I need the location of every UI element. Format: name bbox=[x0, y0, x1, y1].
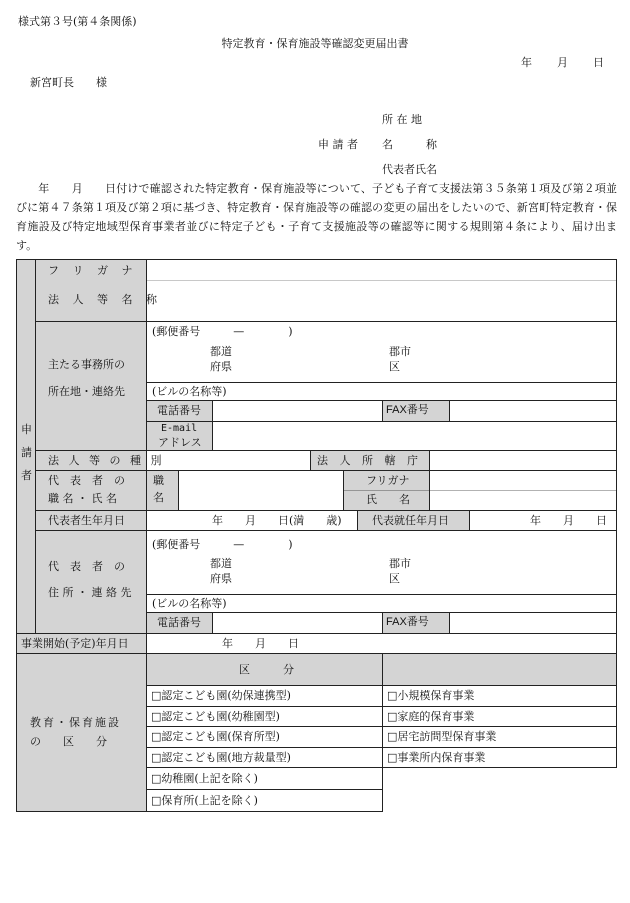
corp-office-label: 法 人 所 轄 庁 bbox=[317, 454, 422, 467]
page-title: 特定教育・保育施設等確認変更届出書 bbox=[221, 37, 409, 50]
rep-appointed-label: 代表就任年月日 bbox=[372, 514, 449, 527]
rep-city-label-2: 区 bbox=[389, 572, 400, 585]
start-date-label: 事業開始(予定)年月日 bbox=[21, 637, 129, 650]
option-home-based[interactable]: □家庭的保育事業 bbox=[387, 710, 475, 723]
option-yochien[interactable]: □幼稚園(上記を除く) bbox=[151, 772, 258, 785]
job-title-label-1: 職 bbox=[153, 474, 164, 487]
rep-label-line1: 代 表 者 の bbox=[48, 474, 125, 487]
form-number: 様式第３号(第４条関係) bbox=[18, 15, 137, 28]
kubun-header: 区 分 bbox=[239, 663, 294, 676]
city-label-2: 区 bbox=[389, 360, 400, 373]
email-label-2: アドレス bbox=[158, 436, 202, 449]
date-month: 月 bbox=[557, 56, 568, 69]
furigana-small-label: フリガナ bbox=[366, 474, 410, 487]
rep-appointed-value[interactable]: 年 月 日 bbox=[530, 514, 607, 527]
applicant-name-label: 名 称 bbox=[382, 138, 437, 151]
rep-address-label-1: 代 表 者 の bbox=[48, 560, 125, 573]
addressee: 新宮町長 様 bbox=[30, 76, 107, 89]
facility-type-label-2: の 区 分 bbox=[30, 735, 107, 748]
facility-type-label-1: 教育・保育施設 bbox=[30, 716, 121, 729]
option-home-visit[interactable]: □居宅訪問型保育事業 bbox=[387, 730, 497, 743]
city-label-1: 郡市 bbox=[389, 345, 411, 358]
option-kodomoen-chiho[interactable]: □認定こども園(地方裁量型) bbox=[151, 751, 291, 764]
date-day: 日 bbox=[593, 56, 604, 69]
option-kodomoen-yochien[interactable]: □認定こども園(幼稚園型) bbox=[151, 710, 280, 723]
rep-address-label-2: 住 所 ・ 連 絡 先 bbox=[48, 586, 132, 599]
applicant-side-label: 申 請 者 bbox=[21, 423, 32, 482]
postal-code-field[interactable]: (郵便番号 — ) bbox=[152, 325, 293, 338]
rep-city-label-1: 郡市 bbox=[389, 557, 411, 570]
rep-fax-label: FAX番号 bbox=[386, 616, 429, 628]
option-workplace[interactable]: □事業所内保育事業 bbox=[387, 751, 486, 764]
rep-birth-label: 代表者生年月日 bbox=[48, 514, 125, 527]
fax-label: FAX番号 bbox=[386, 404, 429, 416]
date-year: 年 bbox=[521, 56, 532, 69]
rep-phone-label: 電話番号 bbox=[157, 616, 201, 629]
applicant-address-label: 所 在 地 bbox=[382, 113, 422, 126]
kubun-header-bg bbox=[146, 653, 616, 685]
phone-label: 電話番号 bbox=[157, 404, 201, 417]
option-small-scale[interactable]: □小規模保育事業 bbox=[387, 689, 475, 702]
body-paragraph: 年 月 日付けで確認された特定教育・保育施設等について、子ども子育て支援法第３５条第１項及び第２項並びに第４７条第１項及び第２項に基づき、特定教育・保育施設等の確認の変更の届出をしたいので、新宮町特定教育・保育施設及び特定地域型保育事業者並びに特定子ども・子育て支援施設等の確認等に関する規則第４条により、届け出ます。 bbox=[16, 182, 617, 252]
prefecture-label-1: 都道 bbox=[210, 345, 232, 358]
option-hoikusho[interactable]: □保育所(上記を除く) bbox=[151, 794, 258, 807]
representative-label: 代表者氏名 bbox=[382, 163, 437, 176]
building-name-field[interactable]: (ビルの名称等) bbox=[152, 385, 227, 398]
rep-label-line2: 職 名 ・ 氏 名 bbox=[48, 492, 117, 505]
shimei-label: 氏 名 bbox=[366, 493, 410, 506]
rep-pref-label-1: 都道 bbox=[210, 557, 232, 570]
job-title-label-2: 名 bbox=[153, 491, 164, 504]
rep-postal-field[interactable]: (郵便番号 — ) bbox=[152, 538, 293, 551]
office-label-line1: 主たる事務所の bbox=[48, 358, 125, 371]
corp-name-label: 法 人 等 名 称 bbox=[48, 293, 162, 306]
furigana-label: フ リ ガ ナ bbox=[48, 264, 138, 277]
corp-type-label: 法 人 等 の 種 別 bbox=[48, 454, 165, 467]
office-label-line2: 所在地・連絡先 bbox=[48, 385, 125, 398]
rep-pref-label-2: 府県 bbox=[210, 572, 232, 585]
prefecture-label-2: 府県 bbox=[210, 360, 232, 373]
rep-building-field[interactable]: (ビルの名称等) bbox=[152, 597, 227, 610]
start-date-value[interactable]: 年 月 日 bbox=[222, 637, 299, 650]
rep-birth-value[interactable]: 年 月 日(満 歳) bbox=[212, 514, 342, 527]
email-label-1: E-mail bbox=[161, 423, 198, 434]
option-kodomoen-yoho[interactable]: □認定こども園(幼保連携型) bbox=[151, 689, 291, 702]
option-kodomoen-hoikusho[interactable]: □認定こども園(保育所型) bbox=[151, 730, 280, 743]
applicant-label: 申 請 者 bbox=[318, 138, 358, 151]
